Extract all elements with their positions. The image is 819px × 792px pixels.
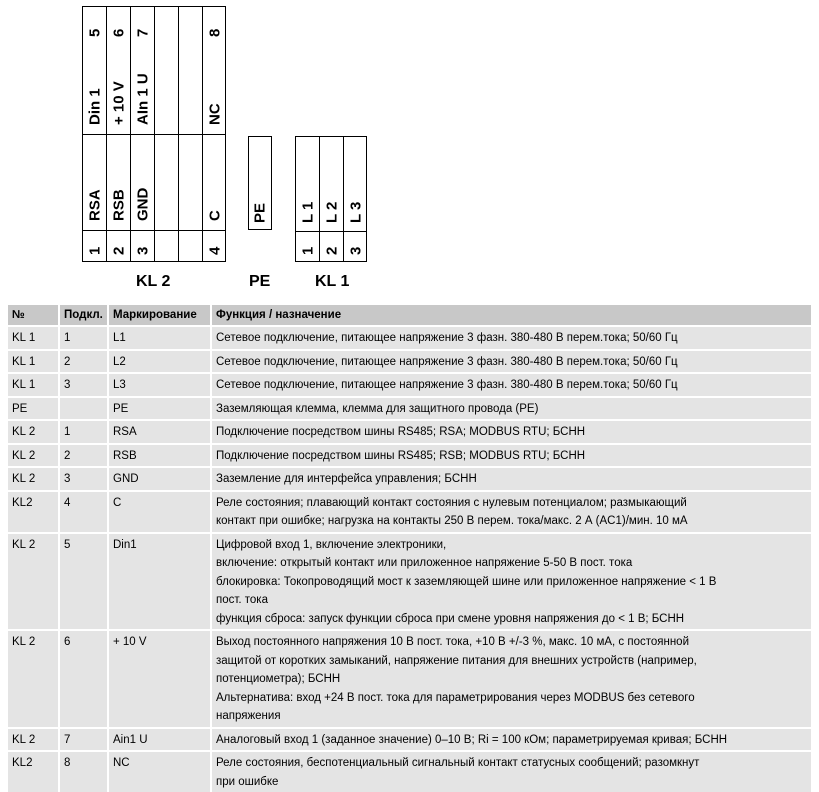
cell-connection: 6 bbox=[60, 629, 109, 727]
terminal-diagram bbox=[0, 0, 819, 300]
cell-number: KL 2 bbox=[8, 532, 60, 630]
cell-marking: + 10 V bbox=[109, 629, 212, 727]
kl2-top-number: 5 bbox=[86, 28, 103, 37]
header-marking: Маркирование bbox=[109, 305, 212, 325]
cell-number: KL2 bbox=[8, 490, 60, 532]
kl2-terminal-block bbox=[82, 6, 226, 262]
table-header-row bbox=[8, 305, 811, 325]
table-row bbox=[8, 466, 811, 490]
kl1-number: 2 bbox=[323, 246, 340, 255]
cell-function: Цифровой вход 1, включение электроники, включение: открытый контакт или приложенное напряжение 5-50 В пост. тока блокировка: Токопроводящий мост к заземляющей шине или приложенное напряжение < 1 В пост. тока функция сброса: запуск функции сброса при смене уровня напряжения до < 1 В; БСНН bbox=[212, 532, 811, 630]
cell-connection: 5 bbox=[60, 532, 109, 630]
cell-function: Сетевое подключение, питающее напряжение 3 фазн. 380-480 В перем.тока; 50/60 Гц bbox=[212, 325, 811, 349]
kl2-top-label: + 10 V bbox=[110, 81, 127, 125]
cell-function: Аналоговый вход 1 (заданное значение) 0–10 В; Ri = 100 кОм; параметрируемая кривая; БСНН bbox=[212, 727, 811, 751]
kl1-label-text: L 3 bbox=[347, 201, 365, 223]
cell-function: Выход постоянного напряжения 10 В пост. тока, +10 В +/-3 %, макс. 10 мА, с постоянной защитой от коротких замыканий, напряжение питания для внешних устройств (например, потенциометра); БСНН Альтернатива: вход +24 В пост. тока для параметрирования через MODBUS без сетевого напряжения bbox=[212, 629, 811, 727]
kl1-label-text: L 2 bbox=[323, 201, 340, 223]
kl2-bottom-number: 3 bbox=[134, 246, 151, 255]
pe-terminal-label: PE bbox=[251, 202, 269, 223]
header-connection: Подкл. bbox=[60, 305, 109, 325]
cell-marking: GND bbox=[109, 466, 212, 490]
header-number: № bbox=[8, 305, 60, 325]
cell-number: KL 2 bbox=[8, 466, 60, 490]
kl2-bottom-number: 2 bbox=[110, 246, 127, 255]
cell-function: Сетевое подключение, питающее напряжение 3 фазн. 380-480 В перем.тока; 50/60 Гц bbox=[212, 349, 811, 373]
cell-connection: 7 bbox=[60, 727, 109, 751]
table-row bbox=[8, 443, 811, 467]
kl1-number: 3 bbox=[347, 246, 365, 255]
cell-number: KL 2 bbox=[8, 419, 60, 443]
cell-number: KL 1 bbox=[8, 349, 60, 373]
kl2-bottom-number: 4 bbox=[206, 246, 224, 255]
cell-connection: 2 bbox=[60, 349, 109, 373]
kl2-terminal-column bbox=[203, 7, 227, 261]
kl2-top-number: 8 bbox=[206, 28, 224, 37]
cell-function: Заземляющая клемма, клемма для защитного провода (PE) bbox=[212, 396, 811, 420]
cell-number: KL 1 bbox=[8, 325, 60, 349]
pe-terminal-block bbox=[248, 136, 272, 230]
kl2-bottom-label: RSB bbox=[110, 189, 127, 221]
kl1-terminal-column bbox=[320, 137, 344, 261]
kl1-label: KL 1 bbox=[315, 273, 350, 290]
table-row bbox=[8, 629, 811, 727]
cell-number: KL 2 bbox=[8, 629, 60, 727]
cell-connection: 4 bbox=[60, 490, 109, 532]
table-row bbox=[8, 532, 811, 630]
cell-marking: Din1 bbox=[109, 532, 212, 630]
table-row bbox=[8, 372, 811, 396]
table-row bbox=[8, 419, 811, 443]
kl2-top-number: 7 bbox=[134, 28, 151, 37]
cell-function: Реле состояния; плавающий контакт состояния с нулевым потенциалом; размыкающий контакт при ошибке; нагрузка на контакты 250 В перем. тока/макс. 2 А (AC1)/мин. 10 мА bbox=[212, 490, 811, 532]
table-row bbox=[8, 750, 811, 792]
table-row bbox=[8, 727, 811, 751]
header-function: Функция / назначение bbox=[212, 305, 811, 325]
kl2-terminal-column bbox=[131, 7, 155, 261]
kl2-bottom-label: C bbox=[206, 210, 224, 221]
cell-number: KL 2 bbox=[8, 727, 60, 751]
cell-function: Заземление для интерфейса управления; БСНН bbox=[212, 466, 811, 490]
kl2-bottom-label: GND bbox=[134, 187, 151, 221]
cell-connection: 3 bbox=[60, 466, 109, 490]
kl2-terminal-column bbox=[107, 7, 131, 261]
kl2-bottom-label: RSA bbox=[86, 189, 103, 221]
pe-label: PE bbox=[249, 273, 271, 290]
cell-connection: 3 bbox=[60, 372, 109, 396]
cell-marking: PE bbox=[109, 396, 212, 420]
kl2-terminal-column bbox=[155, 7, 179, 261]
cell-connection: 1 bbox=[60, 419, 109, 443]
cell-number: KL 2 bbox=[8, 443, 60, 467]
table-row bbox=[8, 490, 811, 532]
cell-marking: L2 bbox=[109, 349, 212, 373]
cell-marking: Ain1 U bbox=[109, 727, 212, 751]
cell-marking: RSA bbox=[109, 419, 212, 443]
kl2-bottom-number: 1 bbox=[86, 246, 103, 255]
cell-function: Реле состояния, беспотенциальный сигнальный контакт статусных сообщений; разомкнут при ошибке bbox=[212, 750, 811, 792]
kl1-terminal-column bbox=[344, 137, 368, 261]
cell-number: PE bbox=[8, 396, 60, 420]
cell-marking: C bbox=[109, 490, 212, 532]
kl1-terminal-column bbox=[296, 137, 320, 261]
cell-marking: RSB bbox=[109, 443, 212, 467]
kl2-terminal-column bbox=[83, 7, 107, 261]
table-row bbox=[8, 325, 811, 349]
table-row bbox=[8, 396, 811, 420]
cell-function: Подключение посредством шины RS485; RSA; MODBUS RTU; БСНН bbox=[212, 419, 811, 443]
kl2-top-label: Din 1 bbox=[86, 88, 103, 125]
cell-connection bbox=[60, 396, 109, 420]
table-row bbox=[8, 349, 811, 373]
cell-marking: L1 bbox=[109, 325, 212, 349]
kl1-terminal-block bbox=[295, 136, 367, 262]
kl1-label-text: L 1 bbox=[299, 201, 316, 223]
kl2-top-label: NC bbox=[206, 103, 224, 125]
cell-function: Сетевое подключение, питающее напряжение 3 фазн. 380-480 В перем.тока; 50/60 Гц bbox=[212, 372, 811, 396]
cell-marking: NC bbox=[109, 750, 212, 792]
cell-marking: L3 bbox=[109, 372, 212, 396]
cell-function: Подключение посредством шины RS485; RSB; MODBUS RTU; БСНН bbox=[212, 443, 811, 467]
kl2-terminal-column bbox=[179, 7, 203, 261]
cell-number: KL2 bbox=[8, 750, 60, 792]
cell-connection: 1 bbox=[60, 325, 109, 349]
cell-connection: 2 bbox=[60, 443, 109, 467]
kl2-label: KL 2 bbox=[136, 273, 171, 290]
terminal-assignment-table bbox=[8, 305, 811, 792]
kl2-top-number: 6 bbox=[110, 28, 127, 37]
kl1-number: 1 bbox=[299, 246, 316, 255]
cell-number: KL 1 bbox=[8, 372, 60, 396]
kl2-top-label: AIn 1 U bbox=[134, 73, 151, 125]
cell-connection: 8 bbox=[60, 750, 109, 792]
